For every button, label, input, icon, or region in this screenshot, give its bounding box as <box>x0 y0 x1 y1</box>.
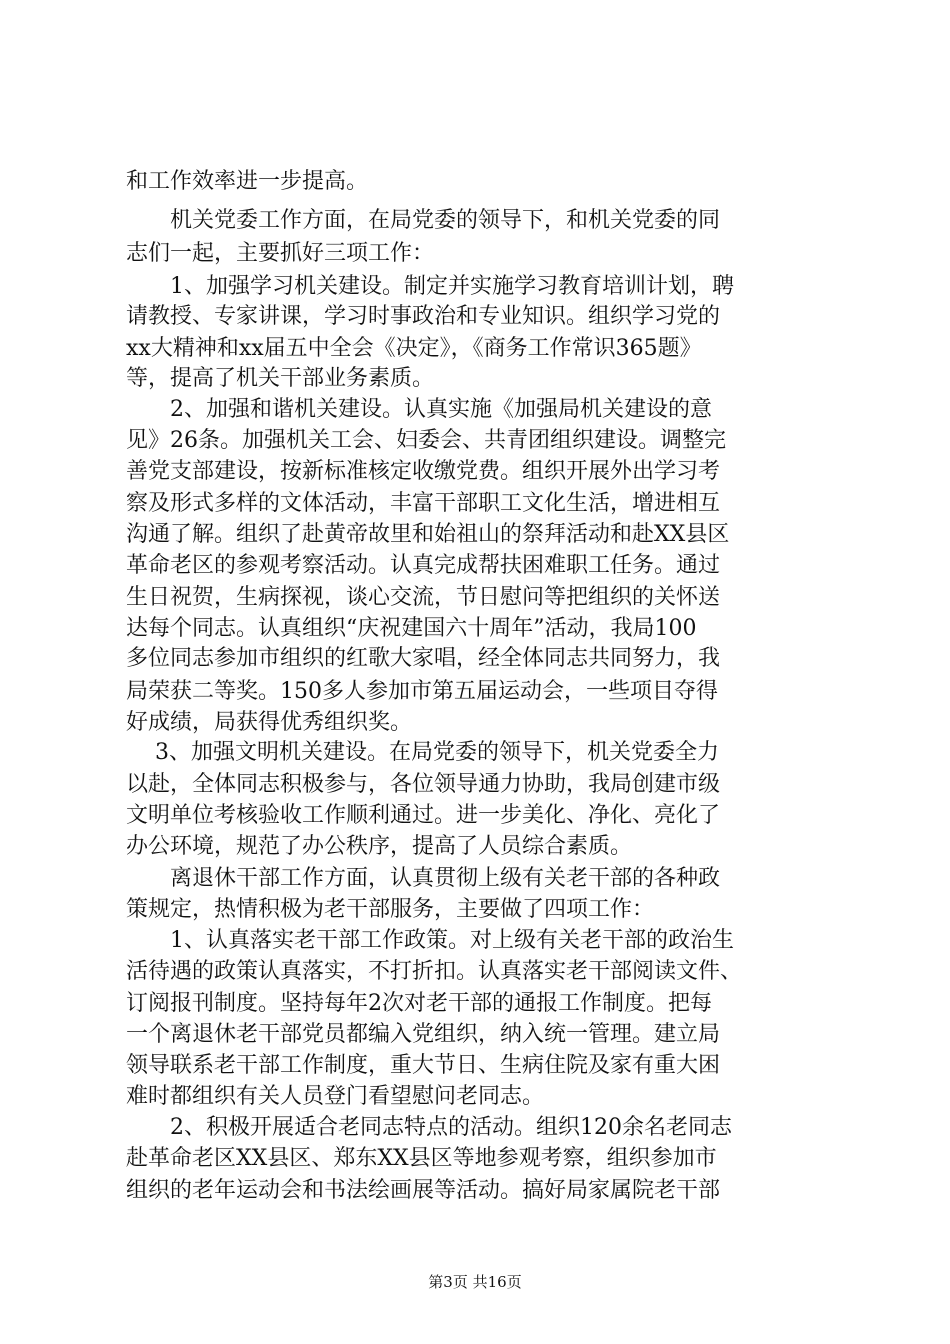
text-line: 赴革命老区XX县区、郑东XX县区等地参观考察，组织参加市 <box>126 1146 717 1171</box>
text-line: 达每个同志。认真组织“庆祝建国六十周年”活动，我局100 <box>126 616 697 641</box>
text-line: 离退休干部工作方面，认真贯彻上级有关老干部的各种政 <box>126 866 721 891</box>
text-line: 难时都组织有关人员登门看望慰问老同志。 <box>126 1084 545 1109</box>
text-line: 2、加强和谐机关建设。认真实施《加强局机关建设的意 <box>126 397 712 422</box>
text-line: 一个离退休老干部党员都编入党组织，纳入统一管理。建立局 <box>126 1022 721 1047</box>
text-line: 和工作效率进一步提高。 <box>126 169 369 194</box>
text-line: 察及形式多样的文体活动，丰富干部职工文化生活，增进相互 <box>126 491 721 516</box>
text-line: 策规定，热情积极为老干部服务，主要做了四项工作： <box>126 897 655 922</box>
text-line: 请教授、专家讲课，学习时事政治和专业知识。组织学习党的 <box>126 304 721 329</box>
text-line: 活待遇的政策认真落实，不打折扣。认真落实老干部阅读文件、 <box>126 959 743 984</box>
text-line: 1、认真落实老干部工作政策。对上级有关老干部的政治生 <box>126 928 734 953</box>
text-line: 领导联系老干部工作制度，重大节日、生病住院及家有重大困 <box>126 1053 721 1078</box>
text-line: xx大精神和xx届五中全会《决定》，《商务工作常识365题》 <box>126 336 702 361</box>
text-line: 见》26条。加强机关工会、妇委会、共青团组织建设。调整完 <box>126 428 726 453</box>
text-line: 文明单位考核验收工作顺利通过。进一步美化、净化、亮化了 <box>126 803 721 828</box>
text-line: 好成绩，局获得优秀组织奖。 <box>126 710 413 735</box>
text-line: 局荣获二等奖。150多人参加市第五届运动会，一些项目夺得 <box>126 679 718 704</box>
text-line: 3、加强文明机关建设。在局党委的领导下，机关党委全力 <box>126 740 719 765</box>
text-line: 办公环境，规范了办公秩序，提高了人员综合素质。 <box>126 834 633 859</box>
text-line: 组织的老年运动会和书法绘画展等活动。搞好局家属院老干部 <box>126 1178 721 1203</box>
text-line: 生日祝贺，生病探视，谈心交流，节日慰问等把组织的关怀送 <box>126 585 721 610</box>
text-line: 以赴，全体同志积极参与，各位领导通力协助，我局创建市级 <box>126 772 721 797</box>
text-line: 1、加强学习机关建设。制定并实施学习教育培训计划，聘 <box>126 274 734 299</box>
text-line: 志们一起，主要抓好三项工作： <box>126 241 435 266</box>
text-line: 机关党委工作方面，在局党委的领导下，和机关党委的同 <box>126 208 721 233</box>
text-line: 善党支部建设，按新标准核定收缴党费。组织开展外出学习考 <box>126 459 721 484</box>
page-number-footer: 第3页 共16页 <box>428 1273 522 1291</box>
text-line: 革命老区的参观考察活动。认真完成帮扶困难职工任务。通过 <box>126 553 721 578</box>
text-line: 2、积极开展适合老同志特点的活动。组织120余名老同志 <box>126 1115 732 1140</box>
text-line: 多位同志参加市组织的红歌大家唱，经全体同志共同努力，我 <box>126 646 721 671</box>
text-line: 等，提高了机关干部业务素质。 <box>126 366 435 391</box>
text-line: 订阅报刊制度。坚持每年2次对老干部的通报工作制度。把每 <box>126 991 712 1016</box>
text-line: 沟通了解。组织了赴黄帝故里和始祖山的祭拜活动和赴XX县区 <box>126 522 730 547</box>
